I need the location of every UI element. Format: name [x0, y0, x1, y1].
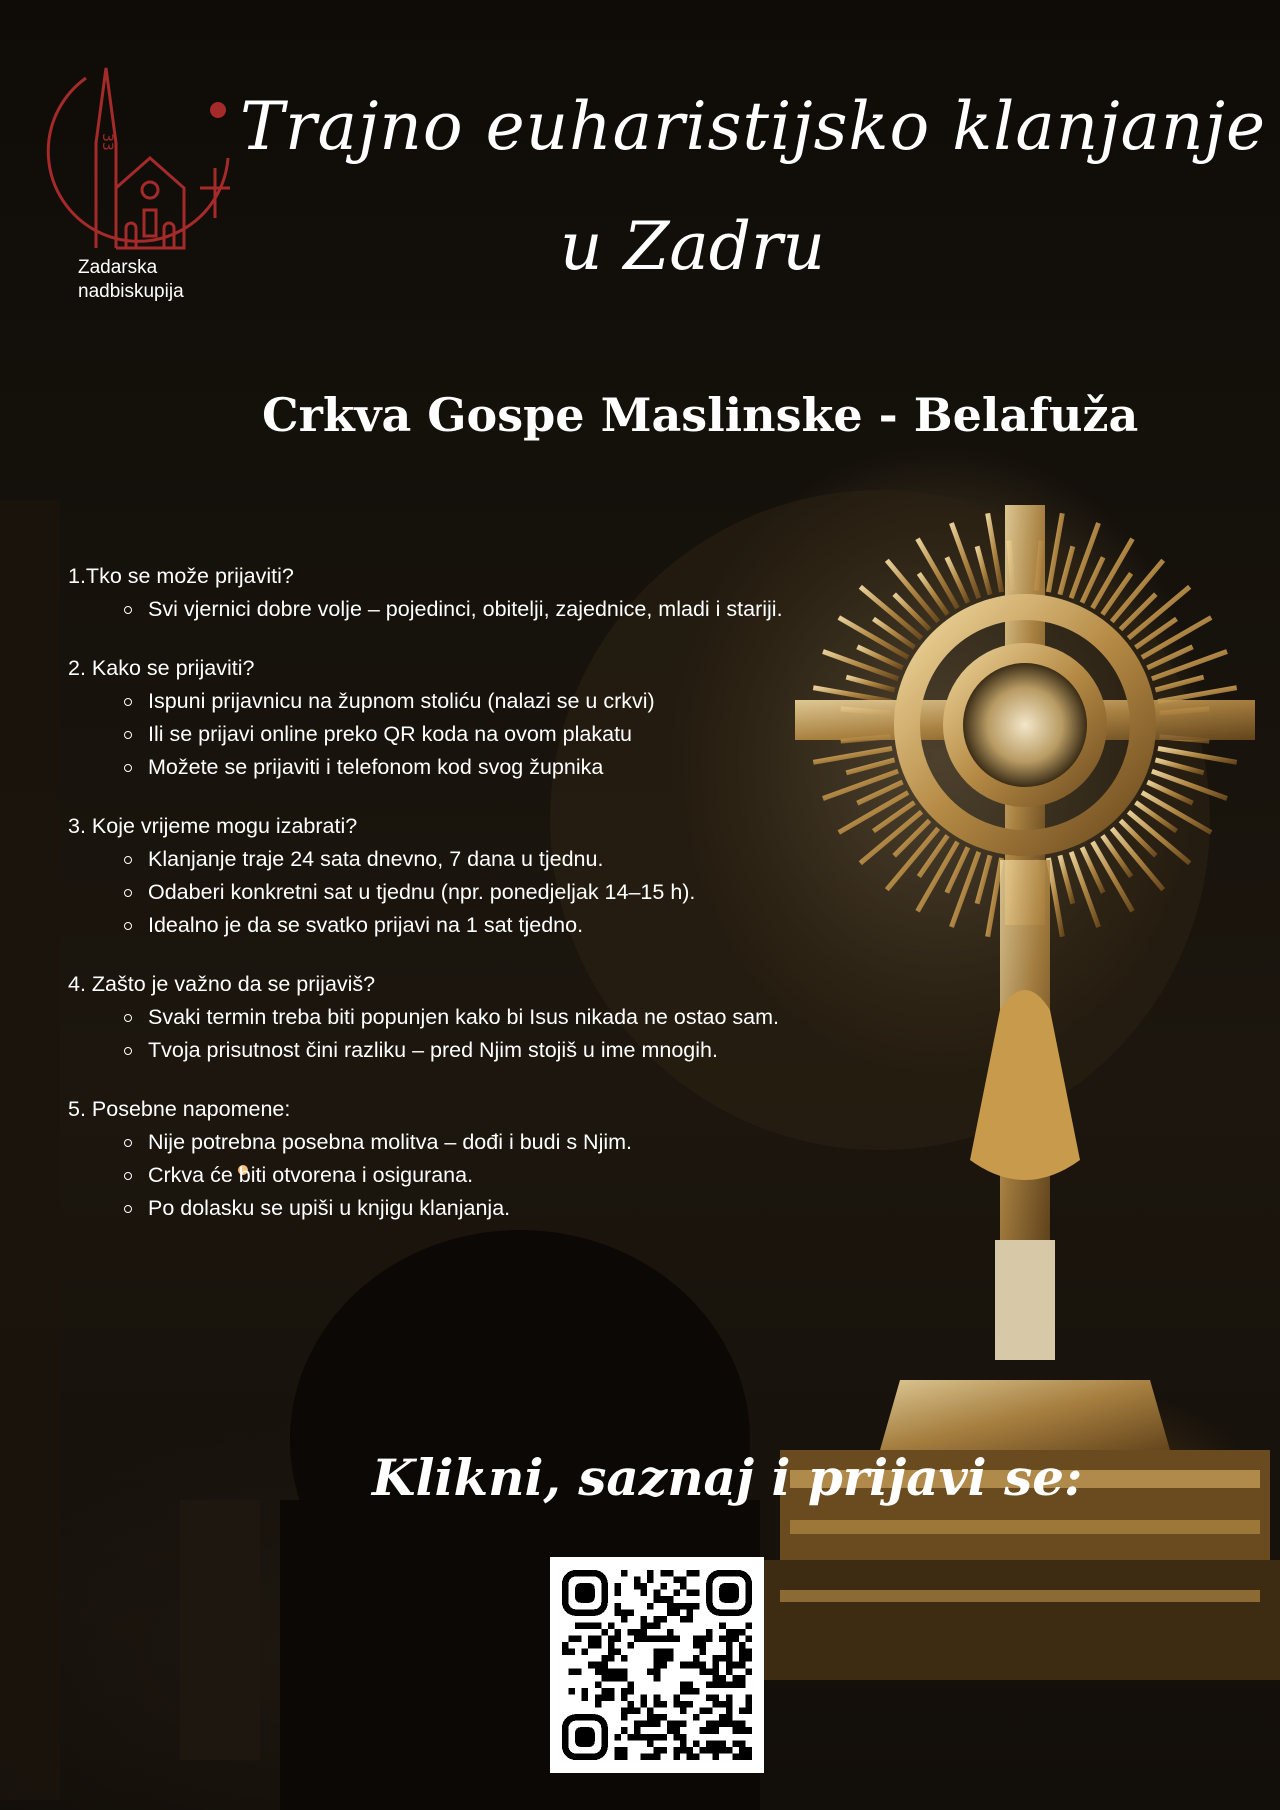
faq-heading: 5. Posebne napomene: [68, 1097, 291, 1121]
church-name: Crkva Gospe Maslinske - Belafuža [262, 388, 1139, 442]
qr-code[interactable] [550, 1557, 764, 1773]
qr-code-pattern [562, 1569, 752, 1761]
faq-item: Klanjanje traje 24 sata dnevno, 7 dana u tjednu. [148, 843, 848, 876]
faq-list [48, 560, 848, 1225]
faq-item: Ispuni prijavnicu na župnom stoliću (nalazi se u crkvi) [148, 685, 848, 718]
page-title-line-1: Trajno euharistijsko klanjanje [240, 88, 1267, 165]
faq-section-5 [48, 1093, 848, 1225]
faq-item: Crkva će biti otvorena i osigurana. [148, 1159, 848, 1192]
faq-item: Svi vjernici dobre volje – pojedinci, obitelji, zajednice, mladi i stariji. [148, 593, 848, 626]
logo-line-2: nadbiskupija [78, 281, 184, 302]
faq-item: Odaberi konkretni sat u tjednu (npr. ponedjeljak 14–15 h). [148, 876, 848, 909]
faq-heading: 1.Tko se može prijaviti? [68, 564, 294, 588]
faq-item: Idealno je da se svatko prijavi na 1 sat tjedno. [148, 909, 848, 942]
faq-item: Nije potrebna posebna molitva – dođi i budi s Njim. [148, 1126, 848, 1159]
faq-section-1 [48, 560, 848, 626]
faq-item: Po dolasku se upiši u knjigu klanjanja. [148, 1192, 848, 1225]
dinosaur-icon [647, 1649, 673, 1682]
faq-section-3 [48, 810, 848, 942]
faq-item: Tvoja prisutnost čini razliku – pred Njim stojiš u ime mnogih. [148, 1034, 848, 1067]
faq-item: Možete se prijaviti i telefonom kod svog župnika [148, 751, 848, 784]
logo-tower-number: 33 [99, 133, 115, 151]
faq-item: Svaki termin treba biti popunjen kako bi Isus nikada ne ostao sam. [148, 1001, 848, 1034]
logo-line-1: Zadarska [78, 257, 158, 278]
faq-item: Ili se prijavi online preko QR koda na ovom plakatu [148, 718, 848, 751]
faq-heading: 4. Zašto je važno da se prijaviš? [68, 972, 376, 996]
faq-section-4 [48, 968, 848, 1067]
faq-section-2 [48, 652, 848, 784]
logo-caption [78, 256, 184, 304]
faq-heading: 2. Kako se prijaviti? [68, 656, 255, 680]
page-title-line-2: u Zadru [560, 208, 825, 285]
faq-heading: 3. Koje vrijeme mogu izabrati? [68, 814, 358, 838]
call-to-action: Klikni, saznaj i prijavi se: [372, 1448, 1083, 1507]
